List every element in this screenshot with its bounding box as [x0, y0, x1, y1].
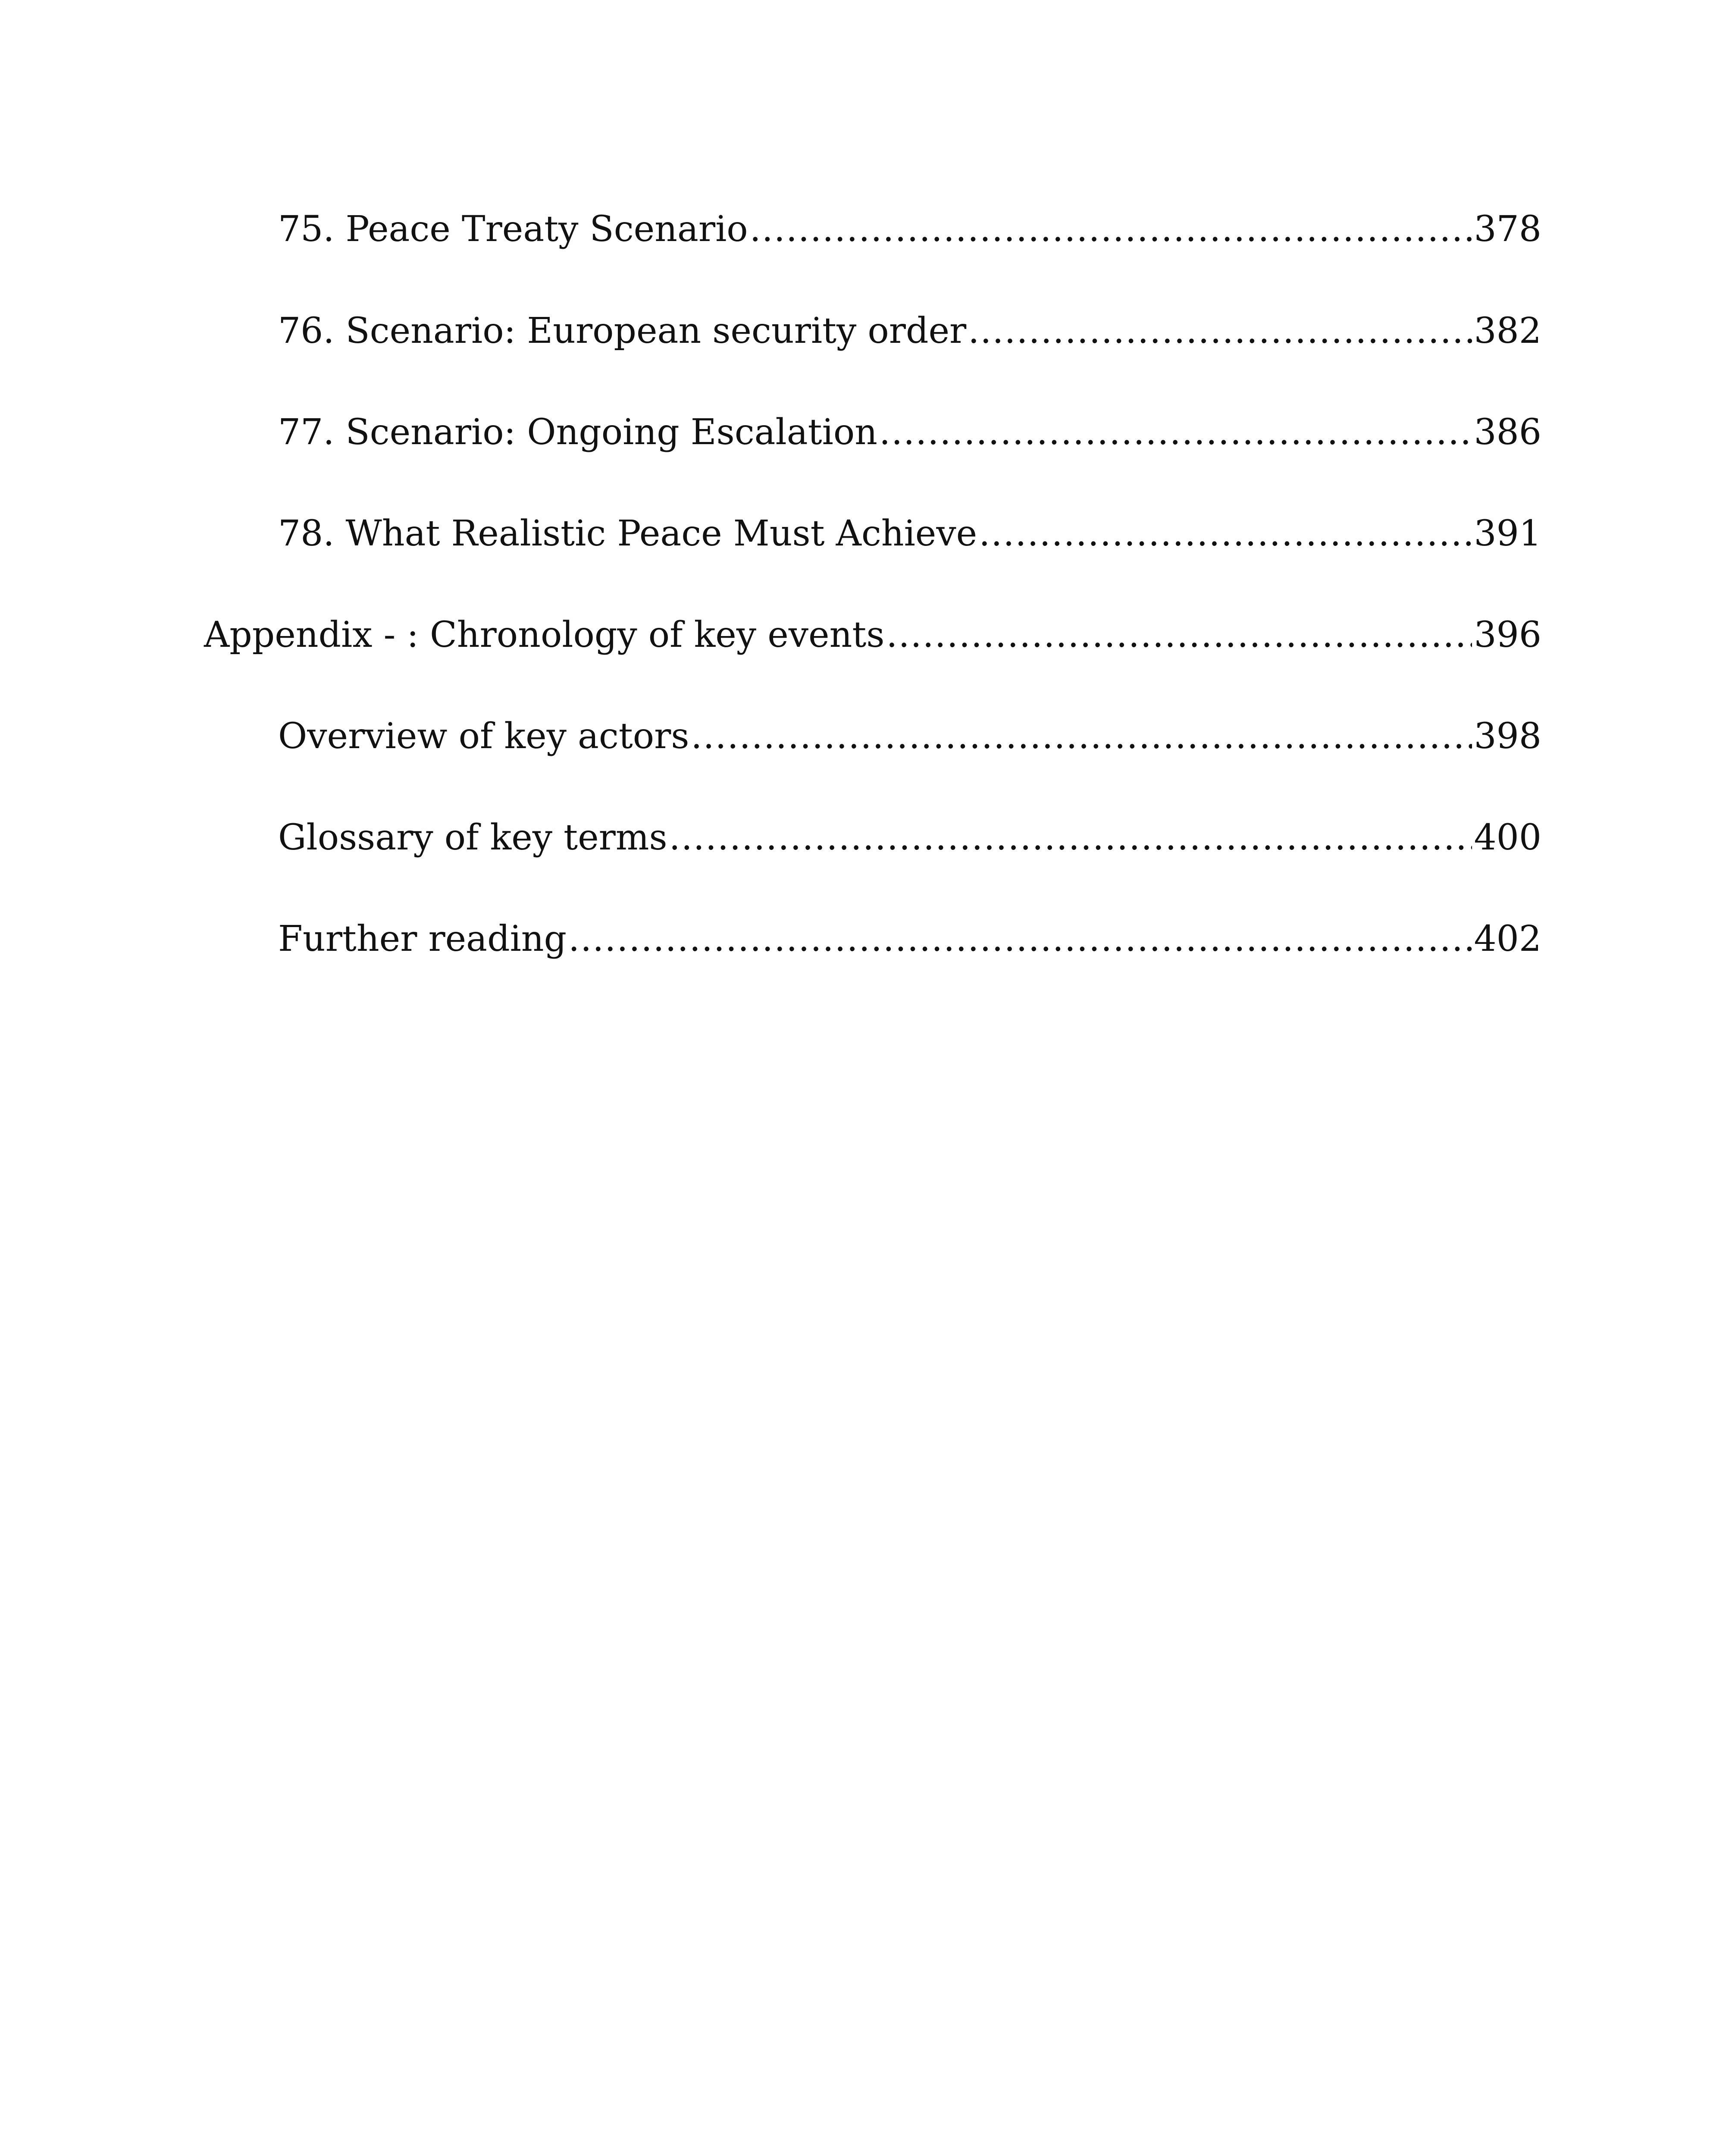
- dot-leader: [968, 307, 1472, 355]
- toc-entry[interactable]: [278, 409, 1541, 456]
- toc-entry-page-number: 382: [1474, 310, 1541, 351]
- toc-entry-page-number: 400: [1474, 817, 1541, 858]
- dot-leader: [979, 510, 1472, 558]
- toc-entry-title: 77. Scenario: Ongoing Escalation: [278, 412, 877, 453]
- toc-entry-title: Overview of key actors: [278, 716, 689, 757]
- toc-entry-title: 76. Scenario: European security order: [278, 310, 967, 351]
- toc-entry-title: Appendix - : Chronology of key events: [204, 614, 885, 655]
- toc-entry-title: Glossary of key terms: [278, 817, 667, 858]
- toc-entry-page-number: 378: [1474, 209, 1541, 250]
- dot-leader: [879, 409, 1472, 456]
- dot-leader: [886, 611, 1472, 659]
- toc-entry-page-number: 386: [1474, 412, 1541, 453]
- dot-leader: [568, 915, 1472, 963]
- toc-entry-page-number: 398: [1474, 716, 1541, 757]
- dot-leader: [691, 713, 1472, 760]
- dot-leader: [750, 206, 1472, 253]
- toc-entry[interactable]: [278, 510, 1541, 558]
- dot-leader: [669, 814, 1472, 862]
- toc-entry-appendix[interactable]: [204, 611, 1541, 659]
- toc-entry[interactable]: [278, 915, 1541, 963]
- toc-entry-page-number: 402: [1474, 918, 1541, 959]
- toc-entry-title: 75. Peace Treaty Scenario: [278, 209, 748, 250]
- toc-entry-page-number: 396: [1474, 614, 1541, 655]
- toc-entry[interactable]: [278, 814, 1541, 862]
- toc-entry[interactable]: [278, 713, 1541, 760]
- toc-entry[interactable]: [278, 307, 1541, 355]
- toc-entry-title: Further reading: [278, 918, 567, 959]
- toc-entry-page-number: 391: [1474, 513, 1541, 554]
- toc-entry[interactable]: [278, 206, 1541, 253]
- toc-entry-title: 78. What Realistic Peace Must Achieve: [278, 513, 977, 554]
